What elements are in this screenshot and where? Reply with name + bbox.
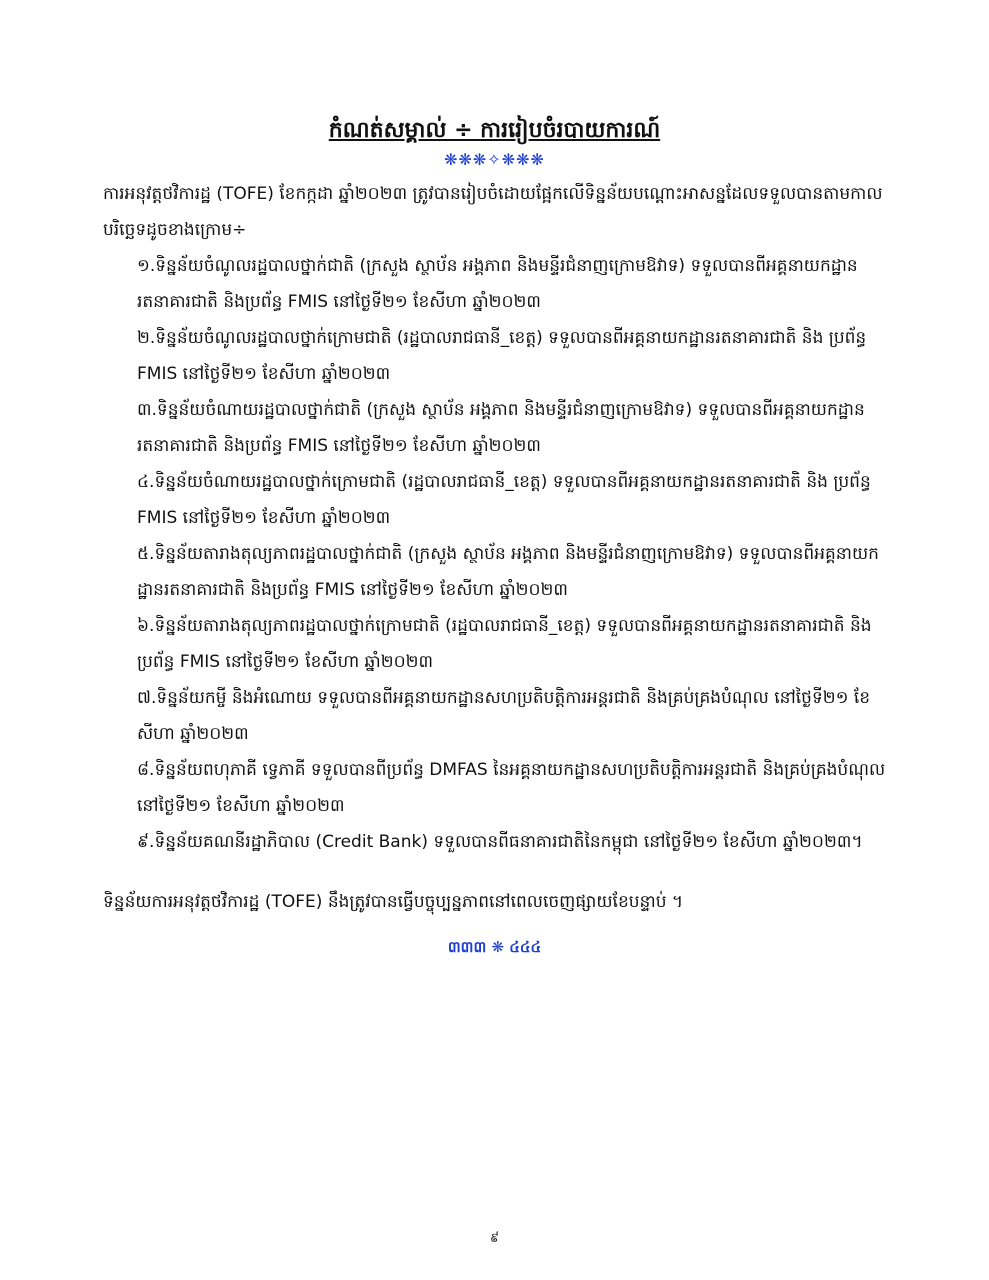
list-item: ៤.ទិន្នន័យចំណាយរដ្ឋបាលថ្នាក់ក្រោមជាតិ (រដ្ឋបាលរាជធានី_ខេត្ត) ទទួលបានពីអគ្គនាយកដ្ឋានរតនាគារជាតិ និង ប្រព័ន្ធ FMIS នៅថ្ងៃទី២១ ខែសីហា ឆ្នាំ២០២៣ bbox=[137, 472, 871, 528]
intro-paragraph: ការអនុវត្តថវិការដ្ឋ (TOFE) ខែកក្កដា ឆ្នាំ២០២៣ ត្រូវបានរៀបចំដោយផ្អែកលើទិន្នន័យបណ្តោះអាសន្នដែលទទួលបានតាមកាលបរិច្ឆេទដូចខាងក្រោម÷ bbox=[103, 184, 883, 240]
list-item: ១.ទិន្នន័យចំណូលរដ្ឋបាលថ្នាក់ជាតិ (ក្រសួង ស្ថាប័ន អង្គភាព និងមន្ទីរជំនាញក្រោមឱវាទ) ទទួលបានពីអគ្គនាយកដ្ឋានរតនាគារជាតិ និងប្រព័ន្ធ FMIS នៅថ្ងៃទី២១ ខែសីហា ឆ្នាំ២០២៣ bbox=[137, 256, 858, 312]
list-item: ៨.ទិន្នន័យពហុភាគី ទ្វេភាគី ទទួលបានពីប្រព័ន្ធ DMFAS នៃអគ្គនាយកដ្ឋានសហប្រតិបត្តិការអន្តរជាតិ និងគ្រប់គ្រងបំណុល នៅថ្ងៃទី២១ ខែសីហា ឆ្នាំ២០២៣ bbox=[137, 760, 886, 816]
data-source-list bbox=[103, 248, 903, 860]
date-stamp: ៣៣៣ ❋ ៤៤៤ bbox=[447, 938, 542, 956]
list-item: ៧.ទិន្នន័យកម្ចី និងអំណោយ ទទួលបានពីអគ្គនាយកដ្ឋានសហប្រតិបត្តិការអន្តរជាតិ និងគ្រប់គ្រងបំណុល នៅថ្ងៃទី២១ ខែសីហា ឆ្នាំ២០២៣ bbox=[137, 688, 871, 744]
ornament-divider: ❋❋❋✧❋❋❋ bbox=[444, 150, 545, 169]
closing-paragraph: ទិន្នន័យការអនុវត្តថវិការដ្ឋ (TOFE) នឹងត្រូវបានធ្វើបច្ចុប្បន្នភាពនៅពេលចេញផ្សាយខែបន្ទាប់ ។ bbox=[103, 892, 684, 912]
list-item: ៦.ទិន្នន័យតារាងតុល្យភាពរដ្ឋបាលថ្នាក់ក្រោមជាតិ (រដ្ឋបាលរាជធានី_ខេត្ត) ទទួលបានពីអគ្គនាយកដ្ឋានរតនាគារជាតិ និង ប្រព័ន្ធ FMIS នៅថ្ងៃទី២១ ខែសីហា ឆ្នាំ២០២៣ bbox=[137, 616, 872, 672]
list-item: ២.ទិន្នន័យចំណូលរដ្ឋបាលថ្នាក់ក្រោមជាតិ (រដ្ឋបាលរាជធានី_ខេត្ត) ទទួលបានពីអគ្គនាយកដ្ឋានរតនាគារជាតិ និង ប្រព័ន្ធ FMIS នៅថ្ងៃទី២១ ខែសីហា ឆ្នាំ២០២៣ bbox=[137, 328, 867, 384]
page-number: ៩ bbox=[489, 1231, 500, 1246]
list-item: ៩.ទិន្នន័យគណនីរដ្ឋាភិបាល (Credit Bank) ទទួលបានពីធនាគារជាតិនៃកម្ពុជា នៅថ្ងៃទី២១ ខែសីហា ឆ្នាំ២០២៣។ bbox=[137, 832, 863, 852]
document-title: កំណត់សម្គាល់ ÷ ការរៀបចំរបាយការណ៍ bbox=[328, 118, 661, 143]
list-item: ៥.ទិន្នន័យតារាងតុល្យភាពរដ្ឋបាលថ្នាក់ជាតិ (ក្រសួង ស្ថាប័ន អង្គភាព និងមន្ទីរជំនាញក្រោមឱវាទ) ទទួលបានពីអគ្គនាយកដ្ឋានរតនាគារជាតិ និងប្រព័ន្ធ FMIS នៅថ្ងៃទី២១ ខែសីហា ឆ្នាំ២០២៣ bbox=[137, 544, 879, 600]
list-item: ៣.ទិន្នន័យចំណាយរដ្ឋបាលថ្នាក់ជាតិ (ក្រសួង ស្ថាប័ន អង្គភាព និងមន្ទីរជំនាញក្រោមឱវាទ) ទទួលបានពីអគ្គនាយកដ្ឋានរតនាគារជាតិ និងប្រព័ន្ធ FMIS នៅថ្ងៃទី២១ ខែសីហា ឆ្នាំ២០២៣ bbox=[137, 400, 865, 456]
